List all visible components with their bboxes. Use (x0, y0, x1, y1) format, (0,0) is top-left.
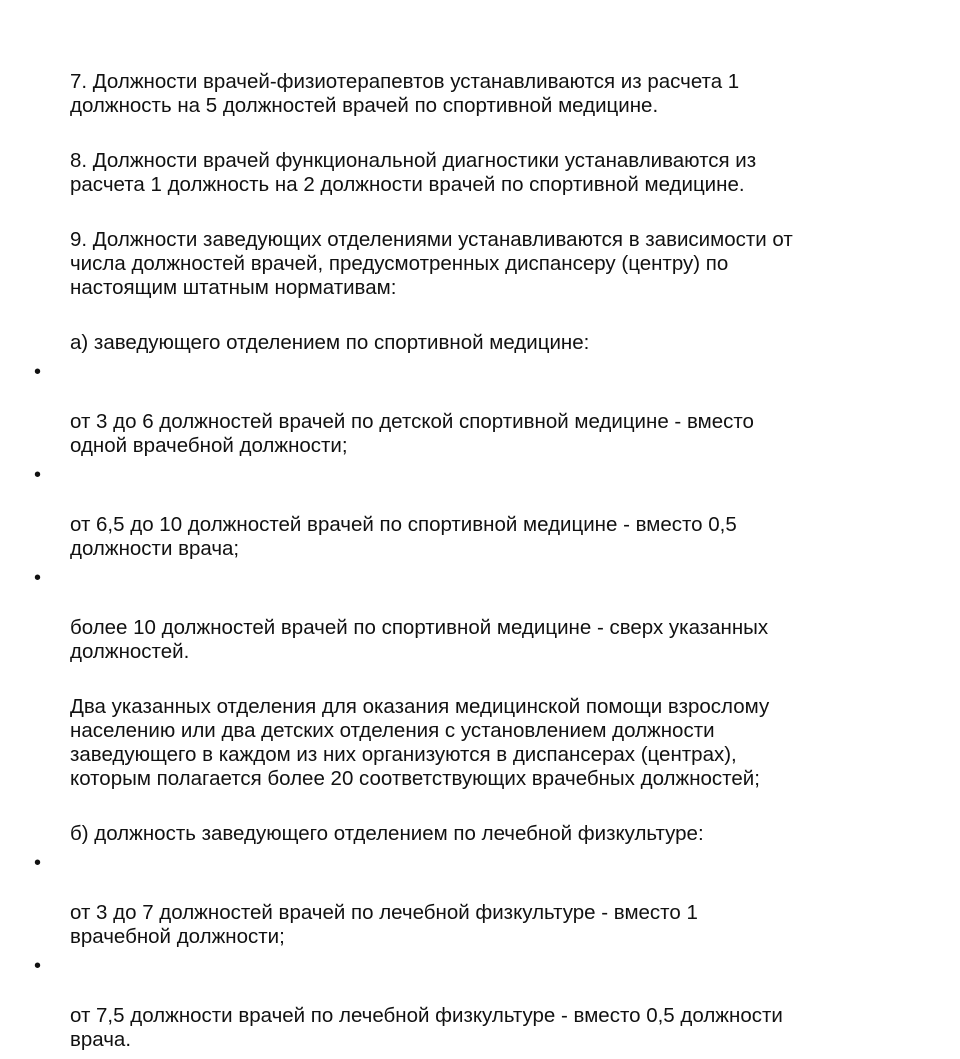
slide-body (34, 46, 900, 1059)
bullet-item (34, 464, 900, 561)
paragraph-text: а) заведующего отделением по спортивной медицине: (70, 331, 590, 354)
bullet-text: от 3 до 7 должностей врачей по лечебной физкультуре - вместо 1 врачебной должности; (70, 901, 698, 948)
paragraph-item-8 (70, 125, 900, 197)
paragraph-item-7 (70, 46, 900, 118)
bullet-text: от 3 до 6 должностей врачей по детской спортивной медицине - вместо одной врачебной должности; (70, 410, 754, 457)
paragraph-item-9 (70, 204, 900, 300)
paragraph-subheading-a (70, 307, 900, 355)
paragraph-text: 9. Должности заведующих отделениями устанавливаются в зависимости от числа должностей врачей, предусмотренных диспансеру (центру) по настоящим штатным нормативам: (70, 228, 793, 299)
bullet-text: от 7,5 должности врачей по лечебной физкультуре - вместо 0,5 должности врача. (70, 1004, 783, 1051)
bullet-item (34, 361, 900, 458)
paragraph-text: 8. Должности врачей функциональной диагностики устанавливаются из расчета 1 должность на 2 должности врачей по спортивной медицине. (70, 149, 757, 196)
bullet-item (34, 567, 900, 664)
bullet-item (34, 955, 900, 1052)
bullet-icon: • (34, 361, 42, 383)
bullet-icon: • (34, 464, 42, 486)
bullet-text: более 10 должностей врачей по спортивной медицине - сверх указанных должностей. (70, 616, 769, 663)
paragraph-note (70, 671, 900, 791)
bullet-item (34, 852, 900, 949)
paragraph-text: Два указанных отделения для оказания медицинской помощи взрослому населению или два детских отделения с установлением должности заведующего в каждом из них организуются в диспансерах (центрах), которым полагается более 20 соответствующих врачебных должностей; (70, 695, 770, 790)
bullet-icon: • (34, 852, 42, 874)
paragraph-subheading-b (70, 798, 900, 846)
bullet-icon: • (34, 955, 42, 977)
bullet-icon: • (34, 567, 42, 589)
paragraph-text: б) должность заведующего отделением по лечебной физкультуре: (70, 822, 704, 845)
paragraph-text: 7. Должности врачей-физиотерапевтов устанавливаются из расчета 1 должность на 5 должностей врачей по спортивной медицине. (70, 70, 740, 117)
bullet-text: от 6,5 до 10 должностей врачей по спортивной медицине - вместо 0,5 должности врача; (70, 513, 737, 560)
